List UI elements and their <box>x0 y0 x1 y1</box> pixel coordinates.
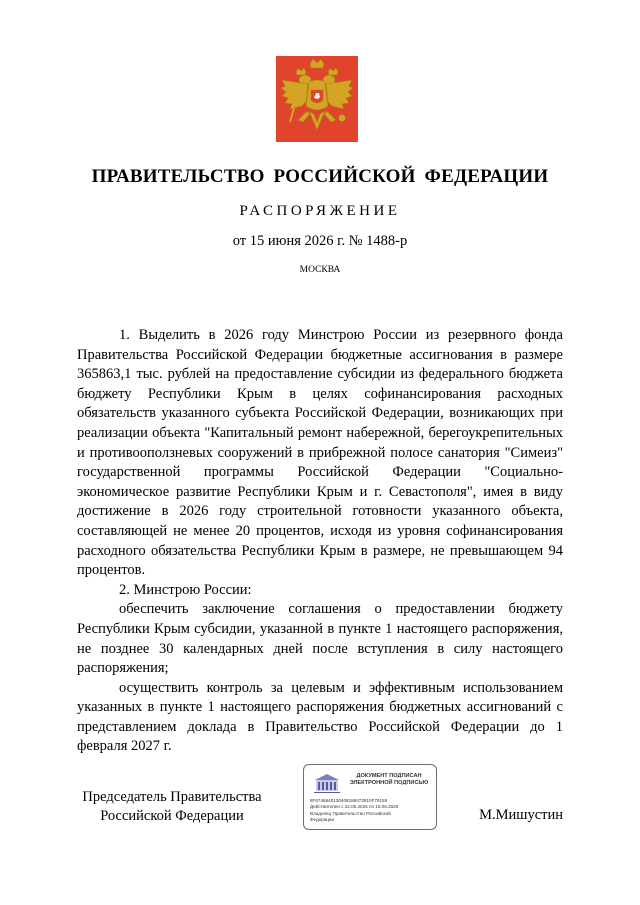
stamp-validity: Действителен с 22.05.2025 по 15.08.2026 <box>310 804 399 810</box>
coat-of-arms-emblem <box>276 56 358 142</box>
stamp-details <box>310 798 398 824</box>
signatory-name: М.Мишустин <box>479 807 563 823</box>
paragraph-item-2: 2. Минстрою России: <box>119 581 252 598</box>
stamp-title-line2: ЭЛЕКТРОННОЙ ПОДПИСЬЮ <box>349 780 429 786</box>
signatory-position-line2: Российской Федерации <box>100 808 244 824</box>
paragraph-item-2-sub-2: осуществить контроль за целевым и эффективным использованием указанных в пункте 1 настоящего распоряжения бюджетных ассигнований с представлением доклада в Правительство Российской Федерации до 1 февраля 2027 г. <box>77 679 563 755</box>
paragraph-item-2-sub-1: обеспечить заключение соглашения о предоставлении бюджету Республики Крым субсидии, указанной в пункте 1 настоящего распоряжения, не позднее 30 календарных дней после вступления в силу настоящего распоряжения; <box>77 601 563 677</box>
electronic-signature-stamp <box>303 764 437 830</box>
paragraph-item-1: 1. Выделить в 2026 году Минстрою России из резервного фонда Правительства Российской Федерации бюджетные ассигнования в размере 365863,1 тыс. рублей на предоставление субсидии из федерального бюджета бюджету Республики Крым в целях софинансирования расходных обязательств указанного субъекта Российской Федерации, возникающих при реализации объекта "Капитальный ремонт набережной, берегоукрепительных и противооползневых сооружений в прибрежной полосе санатория "Симеиз" государственной программы Российской Федерации "Социально-экономическое развитие Республики Крым и г. Севастополя", имея в виду достижение в 2026 году строительной готовности указанного объекта, составляющей не менее 20 процентов, исходя из уровня софинансирования расходного обязательства Республики Крым в размере, не превышающем 94 процентов. <box>77 327 563 579</box>
document-type: РАСПОРЯЖЕНИЕ <box>239 203 401 219</box>
stamp-title <box>344 773 434 787</box>
stamp-certificate: 8F6748640130408188472810F79155 <box>310 798 388 803</box>
city-name: МОСКВА <box>299 265 341 275</box>
signatory-position-line1: Председатель Правительства <box>82 789 262 805</box>
document-body <box>77 326 563 757</box>
government-title: ПРАВИТЕЛЬСТВО РОССИЙСКОЙ ФЕДЕРАЦИИ <box>91 166 549 187</box>
stamp-title-line1: ДОКУМЕНТ ПОДПИСАН <box>356 773 422 779</box>
document-date-number: от 15 июня 2026 г. № 1488-р <box>232 233 408 249</box>
stamp-owner-line2: Федерации <box>310 817 335 823</box>
signatory-position <box>77 788 267 826</box>
building-icon <box>312 772 342 794</box>
stamp-owner-line1: Владелец Правительство Российской <box>310 810 391 816</box>
